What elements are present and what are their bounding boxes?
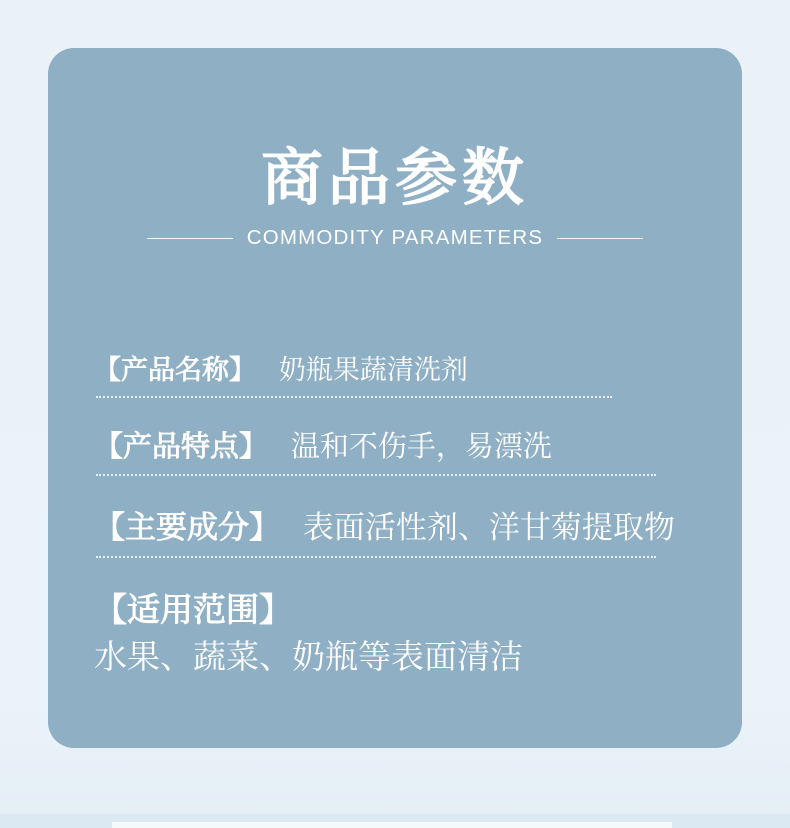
header-block: [48, 144, 742, 250]
spec-label: 【适用范围】: [94, 591, 292, 628]
page-title: 商品参数: [260, 144, 529, 213]
spec-label: 【主要成分】: [94, 510, 280, 545]
page-subtitle: COMMODITY PARAMETERS: [246, 226, 544, 249]
divider-left: [147, 238, 233, 239]
dotted-underline: [96, 556, 656, 558]
spec-row-ingredients: [48, 502, 742, 558]
spec-row-product-name: [48, 348, 742, 398]
spec-row-features: [48, 424, 742, 476]
subtitle-row: [48, 226, 742, 250]
spec-label: 【产品特点】: [94, 431, 269, 463]
spec-value: 奶瓶果蔬清洗剂: [278, 355, 468, 385]
divider-right: [557, 238, 643, 239]
spec-value: 表面活性剂、洋甘菊提取物: [302, 510, 675, 545]
spec-list: [48, 348, 742, 678]
dotted-underline: [96, 396, 612, 398]
dotted-underline: [96, 474, 656, 476]
spec-card: [48, 48, 742, 748]
bottom-strip: [0, 814, 790, 828]
spec-label: 【产品名称】: [94, 355, 256, 385]
spec-value: 水果、蔬菜、奶瓶等表面清洁: [94, 638, 523, 675]
bottom-white-band: [112, 822, 672, 828]
spec-row-scope: [48, 584, 742, 678]
spec-value: 温和不伤手，易漂洗: [290, 431, 552, 463]
